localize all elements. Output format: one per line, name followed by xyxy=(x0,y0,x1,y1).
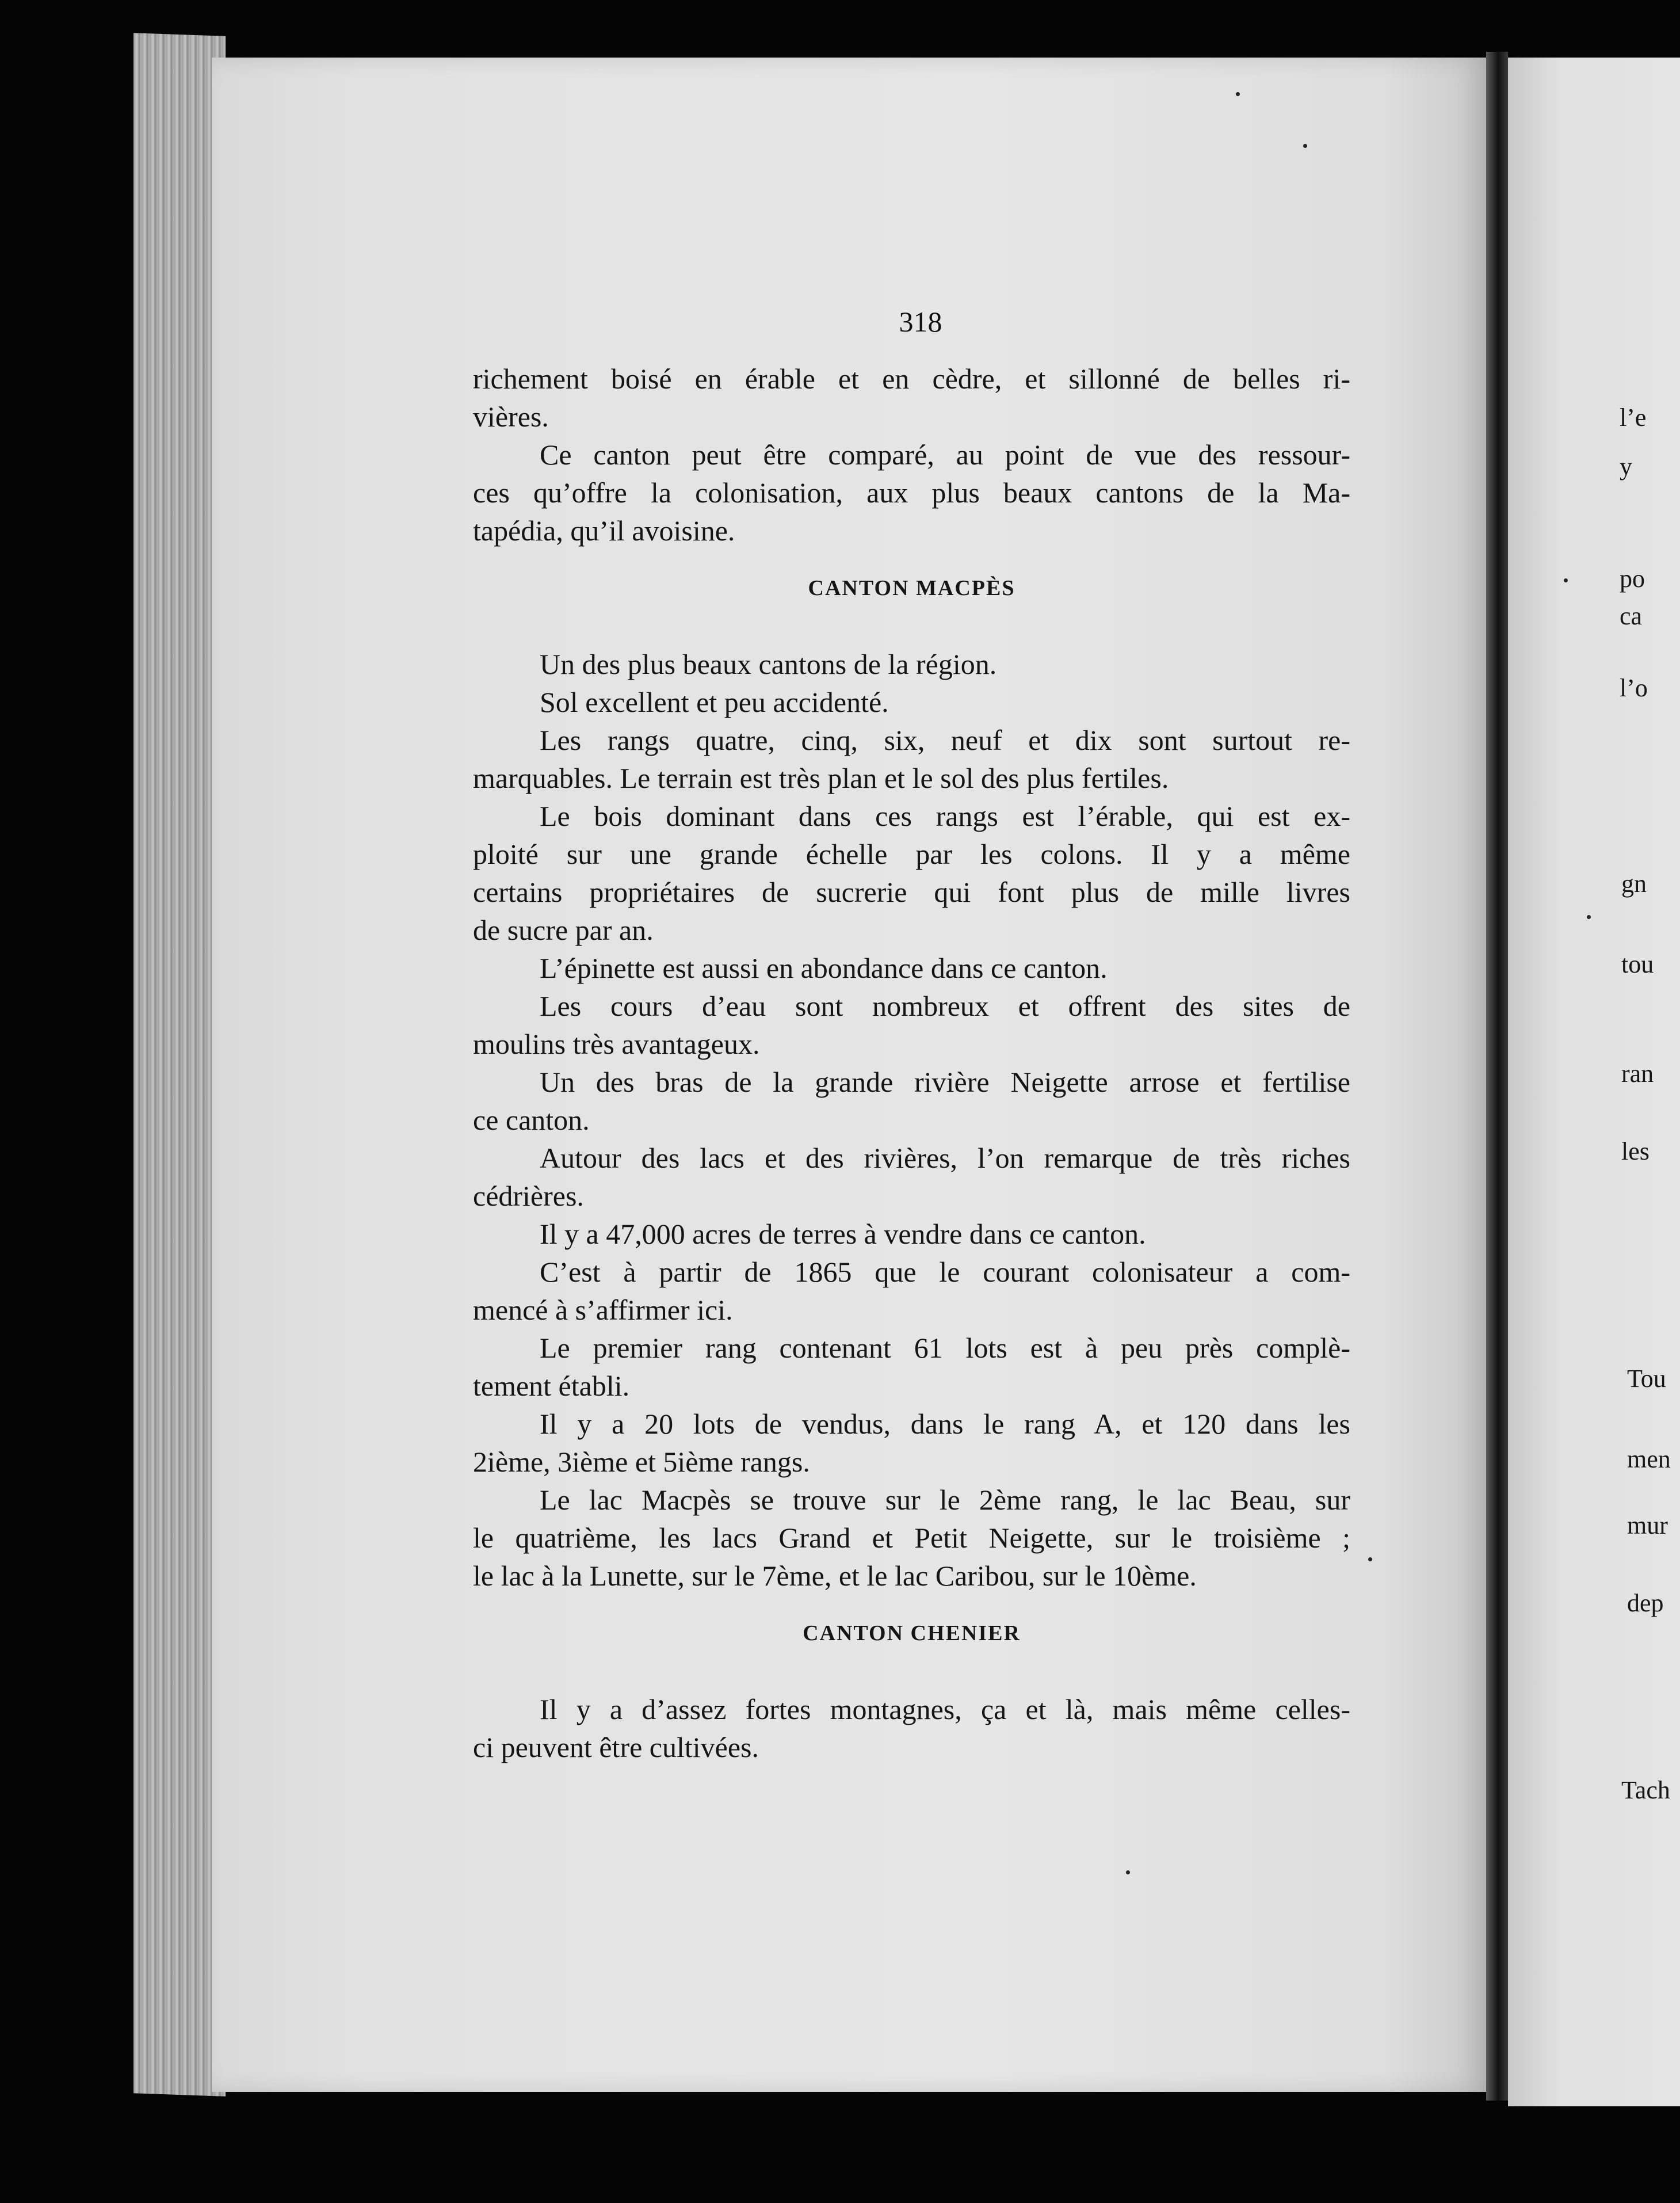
right-page-fragment: ca xyxy=(1620,602,1643,630)
scan-speck xyxy=(1368,1557,1372,1561)
right-page-fragment: y xyxy=(1620,452,1632,481)
page-number: 318 xyxy=(899,306,942,338)
text-line: ces qu’offre la colonisation, aux plus beaux cantons de la Ma- xyxy=(473,477,1350,509)
text-line: Il y a d’assez fortes montagnes, ça et là, mais même celles- xyxy=(540,1693,1350,1725)
text-line: Il y a 47,000 acres de terres à vendre dans ce canton. xyxy=(540,1218,1146,1250)
text-line: Il y a 20 lots de vendus, dans le rang A, et 120 dans les xyxy=(540,1408,1350,1440)
text-line: ploité sur une grande échelle par les colons. Il y a même xyxy=(473,838,1350,870)
text-line: ci peuvent être cultivées. xyxy=(473,1731,759,1763)
heading-canton-macpes: CANTON MACPÈS xyxy=(808,576,1015,600)
text-line: richement boisé en érable et en cèdre, et sillonné de belles ri- xyxy=(473,363,1350,395)
text-line: C’est à partir de 1865 que le courant colonisateur a com- xyxy=(540,1256,1350,1288)
text-line: tapédia, qu’il avoisine. xyxy=(473,514,735,547)
text-line: Un des bras de la grande rivière Neigette arrose et fertilise xyxy=(540,1066,1350,1098)
scan-speck xyxy=(1126,1870,1130,1874)
macpes-paragraphs xyxy=(473,645,1350,1595)
right-page-fragment: l’e xyxy=(1620,403,1647,432)
right-page-fragment: les xyxy=(1621,1137,1650,1165)
text-line: cédrières. xyxy=(473,1180,584,1212)
text-line: Le bois dominant dans ces rangs est l’érable, qui est ex- xyxy=(540,800,1350,832)
text-line: Ce canton peut être comparé, au point de vue des ressour- xyxy=(540,439,1350,471)
text-line: Les rangs quatre, cinq, six, neuf et dix sont surtout re- xyxy=(540,724,1350,756)
book-gutter xyxy=(1486,52,1508,2101)
text-line: le lac à la Lunette, sur le 7ème, et le lac Caribou, sur le 10ème. xyxy=(473,1560,1197,1592)
heading-canton-chenier: CANTON CHENIER xyxy=(803,1621,1021,1645)
right-page-fragment: men xyxy=(1627,1445,1671,1473)
text-line: Sol excellent et peu accidenté. xyxy=(540,686,889,718)
text-line: L’épinette est aussi en abondance dans ce canton. xyxy=(540,952,1108,984)
right-page-fragment: ran xyxy=(1621,1059,1654,1088)
text-line: mencé à s’affirmer ici. xyxy=(473,1294,733,1326)
right-page-fragment: mur xyxy=(1627,1511,1668,1539)
text-line: Le lac Macpès se trouve sur le 2ème rang, le lac Beau, sur xyxy=(540,1484,1350,1516)
text-line: moulins très avantageux. xyxy=(473,1028,760,1060)
intro-paragraphs xyxy=(473,360,1350,550)
text-line: vières. xyxy=(473,401,549,433)
right-page-fragment: dep xyxy=(1627,1589,1664,1617)
text-line: Le premier rang contenant 61 lots est à peu près complè- xyxy=(540,1332,1350,1364)
scan-speck xyxy=(1236,92,1240,96)
text-line: Autour des lacs et des rivières, l’on remarque de très riches xyxy=(540,1142,1350,1174)
right-page-fragment: tou xyxy=(1621,950,1654,978)
text-line: ce canton. xyxy=(473,1104,590,1136)
page-body-text xyxy=(473,360,1350,1766)
text-line: de sucre par an. xyxy=(473,914,654,946)
text-line: tement établi. xyxy=(473,1370,630,1402)
text-line: Un des plus beaux cantons de la région. xyxy=(540,648,997,680)
right-page-fragment: po xyxy=(1620,565,1645,593)
text-line: 2ième, 3ième et 5ième rangs. xyxy=(473,1446,810,1478)
right-page-fragment: Tach xyxy=(1621,1776,1670,1804)
text-line: marquables. Le terrain est très plan et le sol des plus fertiles. xyxy=(473,762,1169,794)
text-line: certains propriétaires de sucrerie qui font plus de mille livres xyxy=(473,876,1350,908)
chenier-paragraphs xyxy=(473,1690,1350,1766)
scan-speck xyxy=(1564,578,1568,582)
scan-speck xyxy=(1587,915,1591,919)
right-page-fragment: Tou xyxy=(1627,1365,1666,1393)
right-page-fragment: gn xyxy=(1621,870,1647,898)
scan-speck xyxy=(1303,144,1307,148)
text-line: le quatrième, les lacs Grand et Petit Neigette, sur le troisième ; xyxy=(473,1522,1350,1554)
text-line: Les cours d’eau sont nombreux et offrent des sites de xyxy=(540,990,1350,1022)
right-page-fragment: l’o xyxy=(1620,674,1648,702)
